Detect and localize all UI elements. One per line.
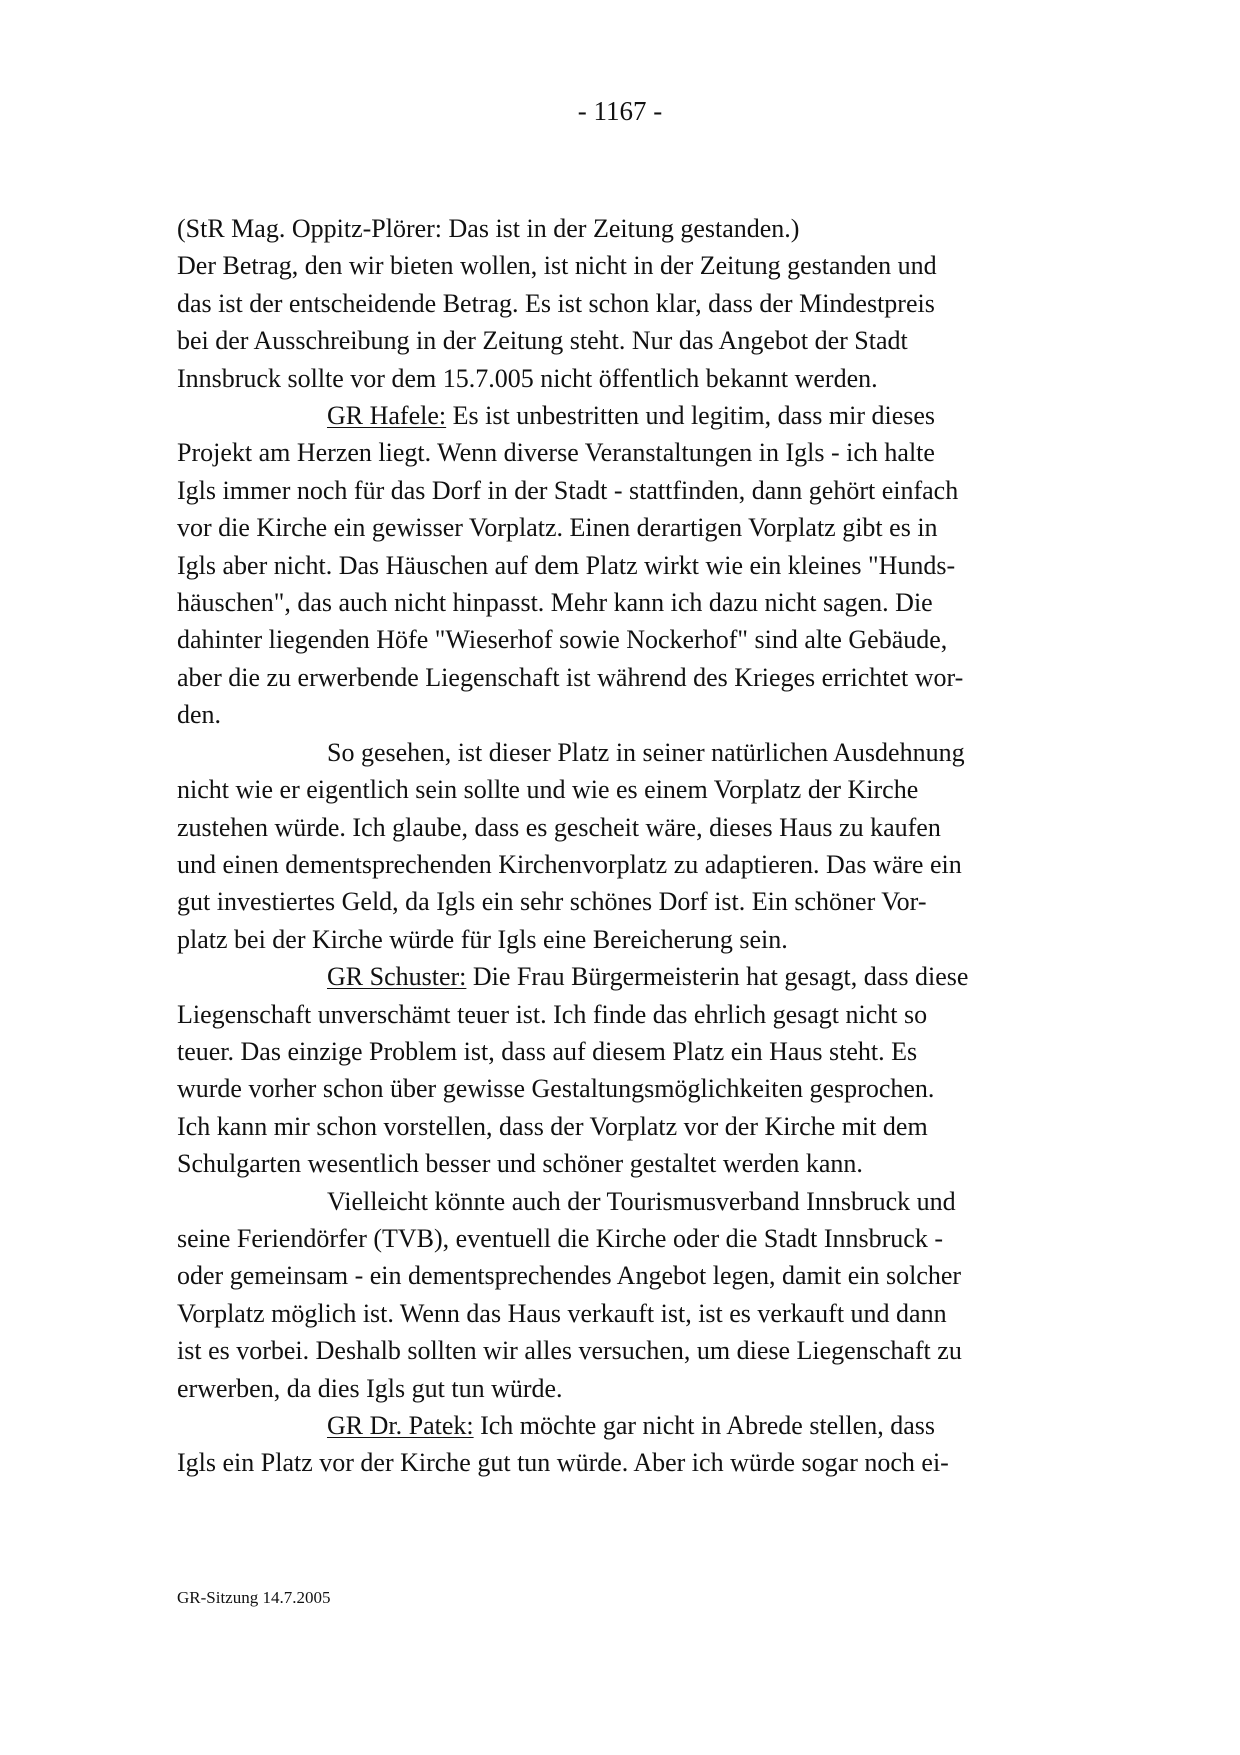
paragraph-start-line: Vielleicht könnte auch der Tourismusverband Innsbruck und — [327, 1186, 956, 1216]
text-line: wurde vorher schon über gewisse Gestaltungsmöglichkeiten gesprochen. — [177, 1074, 935, 1104]
text-line: Igls ein Platz vor der Kirche gut tun würde. Aber ich würde sogar noch ei- — [177, 1448, 949, 1478]
speaker-text: Es ist unbestritten und legitim, dass mir dieses — [446, 401, 936, 431]
text-line: dahinter liegenden Höfe "Wieserhof sowie Nockerhof" sind alte Gebäude, — [177, 625, 948, 655]
text-line: teuer. Das einzige Problem ist, dass auf diesem Platz ein Haus steht. Es — [177, 1036, 918, 1066]
text-line: gut investiertes Geld, da Igls ein sehr schönes Dorf ist. Ein schöner Vor- — [177, 887, 927, 917]
text-line: ist es vorbei. Deshalb sollten wir alles versuchen, um diese Liegenschaft zu — [177, 1336, 962, 1366]
speaker-line — [177, 958, 1057, 995]
footer-session-date: GR-Sitzung 14.7.2005 — [177, 1588, 331, 1607]
speaker-line — [177, 1407, 1057, 1444]
text-line: zustehen würde. Ich glaube, dass es gescheit wäre, dieses Haus zu kaufen — [177, 812, 941, 842]
text-line: Igls aber nicht. Das Häuschen auf dem Platz wirkt wie ein kleines "Hunds- — [177, 550, 956, 580]
text-line: seine Feriendörfer (TVB), eventuell die Kirche oder die Stadt Innsbruck - — [177, 1223, 944, 1253]
text-line: nicht wie er eigentlich sein sollte und wie es einem Vorplatz der Kirche — [177, 775, 919, 805]
text-line: oder gemeinsam - ein dementsprechendes Angebot legen, damit ein solcher — [177, 1261, 962, 1291]
speaker-name-patek: GR Dr. Patek: — [327, 1411, 474, 1440]
text-line: vor die Kirche ein gewisser Vorplatz. Einen derartigen Vorplatz gibt es in — [177, 513, 938, 543]
speaker-name-hafele: GR Hafele: — [327, 401, 447, 431]
text-line: Schulgarten wesentlich besser und schöner gestaltet werden kann. — [177, 1149, 863, 1179]
text-line: und einen dementsprechenden Kirchenvorplatz zu adaptieren. Das wäre ein — [177, 849, 962, 879]
speaker-text: Die Frau Bürgermeisterin hat gesagt, dass diese — [466, 962, 969, 992]
text-line: Liegenschaft unverschämt teuer ist. Ich finde das ehrlich gesagt nicht so — [177, 999, 928, 1029]
text-line: Igls immer noch für das Dorf in der Stadt - stattfinden, dann gehört einfach — [177, 475, 959, 505]
text-line: platz bei der Kirche würde für Igls eine Bereicherung sein. — [177, 924, 788, 954]
text-line: Der Betrag, den wir bieten wollen, ist nicht in der Zeitung gestanden und — [177, 251, 937, 281]
paragraph-start-line: So gesehen, ist dieser Platz in seiner natürlichen Ausdehnung — [327, 737, 965, 767]
text-line: erwerben, da dies Igls gut tun würde. — [177, 1373, 563, 1403]
text-line: Projekt am Herzen liegt. Wenn diverse Veranstaltungen in Igls - ich halte — [177, 438, 935, 468]
page-number: - 1167 - — [577, 96, 663, 126]
body-text — [177, 210, 1057, 1482]
text-line: das ist der entscheidende Betrag. Es ist schon klar, dass der Mindestpreis — [177, 288, 935, 318]
text-line: den. — [177, 700, 222, 730]
text-line: häuschen", das auch nicht hinpasst. Mehr kann ich dazu nicht sagen. Die — [177, 588, 933, 618]
speaker-line — [177, 397, 1057, 434]
speaker-text: Ich möchte gar nicht in Abrede stellen, dass — [473, 1411, 935, 1440]
text-line: Innsbruck sollte vor dem 15.7.005 nicht öffentlich bekannt werden. — [177, 363, 878, 393]
text-line: aber die zu erwerbende Liegenschaft ist während des Krieges errichtet wor- — [177, 662, 964, 692]
text-line: Vorplatz möglich ist. Wenn das Haus verkauft ist, ist es verkauft und dann — [177, 1298, 947, 1328]
text-line: (StR Mag. Oppitz-Plörer: Das ist in der Zeitung gestanden.) — [177, 214, 800, 243]
text-line: bei der Ausschreibung in der Zeitung steht. Nur das Angebot der Stadt — [177, 326, 908, 356]
text-line: Ich kann mir schon vorstellen, dass der Vorplatz vor der Kirche mit dem — [177, 1111, 928, 1141]
speaker-name-schuster: GR Schuster: — [327, 962, 467, 992]
